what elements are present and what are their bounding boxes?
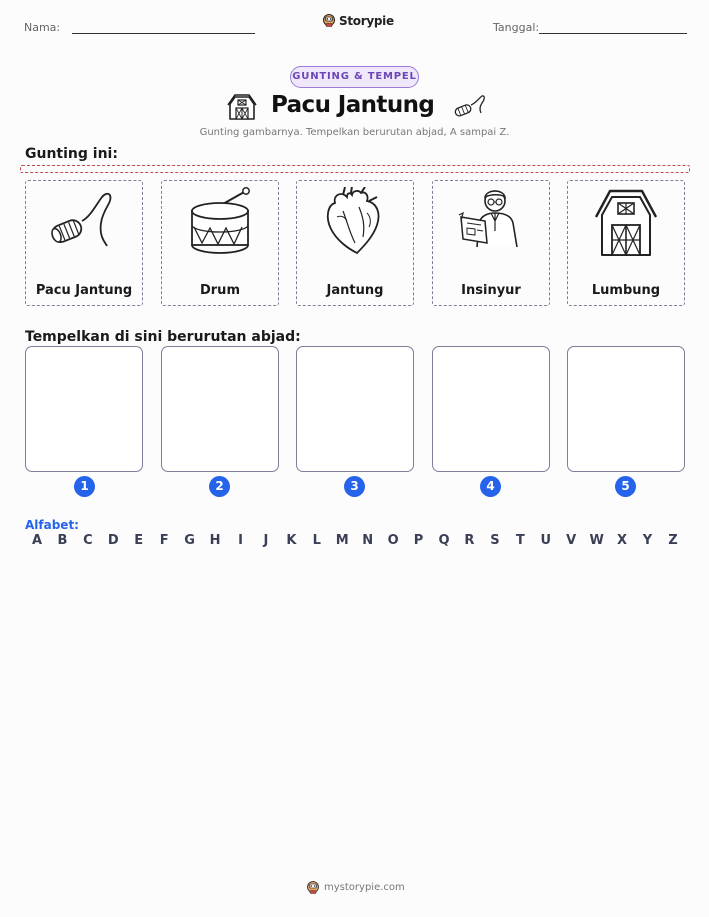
cut-card-heart[interactable] <box>296 180 414 306</box>
alphabet-letter: Y <box>642 533 653 548</box>
alphabet-letter: R <box>464 533 475 548</box>
brand-logo <box>322 13 394 28</box>
cut-line <box>20 165 690 173</box>
name-line[interactable] <box>72 33 255 34</box>
alphabet-letter: F <box>159 533 169 548</box>
alphabet-letter: M <box>335 533 349 548</box>
alphabet-letter: K <box>286 533 297 548</box>
paste-heading: Tempelkan di sini berurutan abjad: <box>25 329 301 345</box>
alphabet-letter: C <box>83 533 93 548</box>
date-line[interactable] <box>539 33 687 34</box>
slot-number-badge: 2 <box>209 476 230 497</box>
date-label: Tanggal: <box>493 21 540 34</box>
footer <box>306 880 405 895</box>
pacemaker-icon <box>48 187 120 257</box>
alphabet-letter: T <box>515 533 525 548</box>
paste-slot-3[interactable] <box>296 346 414 472</box>
activity-tag: GUNTING & TEMPEL <box>290 66 419 88</box>
card-label: Lumbung <box>591 283 661 298</box>
brand-name: Storypie <box>339 13 394 28</box>
alphabet-letter: D <box>107 533 119 548</box>
card-label: Drum <box>199 283 240 298</box>
paste-slot-5[interactable] <box>567 346 685 472</box>
alphabet-letter: Z <box>668 533 678 548</box>
card-label: Pacu Jantung <box>35 283 133 298</box>
card-label: Insinyur <box>461 283 521 298</box>
alphabet-letter: Q <box>438 533 450 548</box>
alphabet-letter: I <box>238 533 243 548</box>
alphabet-letter: V <box>566 533 577 548</box>
alphabet-letter: S <box>490 533 500 548</box>
footer-url[interactable]: mystorypie.com <box>324 882 405 893</box>
paste-slot-2[interactable] <box>161 346 279 472</box>
alphabet-letter: J <box>263 533 269 548</box>
alphabet-letter: A <box>31 533 43 548</box>
alphabet-letter: L <box>312 533 321 548</box>
cut-card-pacemaker[interactable] <box>25 180 143 306</box>
alphabet-letter: H <box>209 533 221 548</box>
cut-card-drum[interactable] <box>161 180 279 306</box>
slot-number-badge: 3 <box>344 476 365 497</box>
alphabet-letter: P <box>413 533 424 548</box>
alphabet-letter: O <box>387 533 399 548</box>
barn-icon <box>590 187 662 257</box>
cut-heading: Gunting ini: <box>25 146 118 162</box>
instructions: Gunting gambarnya. Tempelkan berurutan abjad, A sampai Z. <box>199 127 510 138</box>
storypie-mascot-icon <box>306 880 320 895</box>
page-title: Pacu Jantung <box>271 92 435 118</box>
paste-slot-1[interactable] <box>25 346 143 472</box>
alphabet-letter: G <box>184 533 195 548</box>
heart-icon <box>319 187 391 257</box>
alphabet-letter: X <box>617 533 628 548</box>
alphabet-letter: N <box>362 533 374 548</box>
slot-number-badge: 5 <box>615 476 636 497</box>
alphabet-letter: B <box>57 533 68 548</box>
slot-number-badge: 4 <box>480 476 501 497</box>
alphabet-letter: U <box>540 533 552 548</box>
cut-card-engineer[interactable] <box>432 180 550 306</box>
alphabet-row <box>25 533 685 548</box>
card-label: Jantung <box>326 283 384 298</box>
barn-icon <box>227 93 257 121</box>
name-label: Nama: <box>24 21 61 34</box>
engineer-icon <box>455 187 527 257</box>
slot-number-badge: 1 <box>74 476 95 497</box>
storypie-mascot-icon <box>322 13 336 28</box>
cut-card-barn[interactable] <box>567 180 685 306</box>
alphabet-title: Alfabet: <box>25 518 79 532</box>
drum-icon <box>184 187 256 257</box>
pacemaker-icon <box>452 94 486 118</box>
alphabet-letter: W <box>589 533 604 548</box>
alphabet-letter: E <box>134 533 144 548</box>
paste-slot-4[interactable] <box>432 346 550 472</box>
